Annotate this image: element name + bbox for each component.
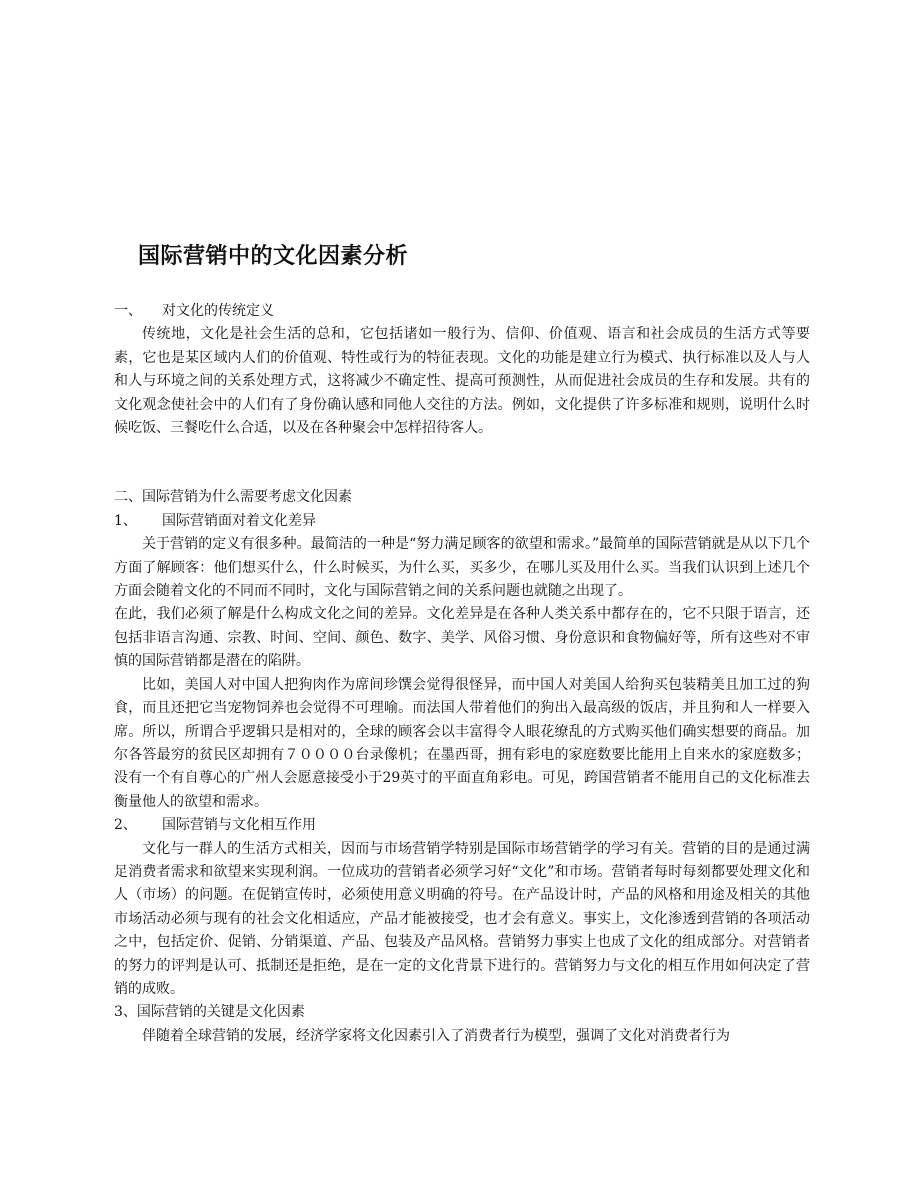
- subsection-1-heading: [114, 510, 810, 533]
- section-1-heading: [114, 300, 810, 323]
- subsection-1-paragraph-3: 比如，美国人对中国人把狗肉作为席间珍馔会觉得很怪异，而中国人对美国人给狗买包装精美且加工过的狗食，而且还把它当宠物饲养也会觉得不可理喻。而法国人带着他们的狗出入最高级的饭店，并且狗和人一样要入席。所以，所谓合乎逻辑只是相对的，全球的顾客会以丰富得令人眼花缭乱的方式购买他们确实想要的商品。加尔各答最穷的贫民区却拥有７００００台录像机；在墨西哥，拥有彩电的家庭数要比能用上自来水的家庭数多；没有一个有自尊心的广州人会愿意接受小于29英寸的平面直角彩电。可见，跨国营销者不能用自己的文化标准去衡量他人的欲望和需求。: [114, 676, 810, 810]
- subsection-1-number: 1、: [114, 512, 137, 529]
- section-2-heading: 二、国际营销为什么需要考虑文化因素: [114, 489, 352, 506]
- section-1-paragraph-1: 传统地，文化是社会生活的总和，它包括诸如一般行为、信仰、价值观、语言和社会成员的生活方式等要素，它也是某区域内人们的价值观、特性或行为的特征表现。文化的功能是建立行为模式、执行标准以及人与人和人与环境之间的关系处理方式，这将减少不确定性、提高可预测性，从而促进社会成员的生存和发展。共有的文化观念使社会中的人们有了身份确认感和同他人交往的方法。例如，文化提供了许多标准和规则，说明什么时候吃饭、三餐吃什么合适，以及在各种聚会中怎样招待客人。: [114, 326, 810, 437]
- document-title: 国际营销中的文化因素分析: [138, 244, 409, 269]
- section-1-title: 对文化的传统定义: [162, 303, 274, 319]
- subsection-2-title: 国际营销与文化相互作用: [162, 817, 316, 834]
- subsection-2-heading: [114, 814, 810, 837]
- section-1-number: 一、: [114, 303, 142, 319]
- subsection-3-heading: 3、国际营销的关键是文化因素: [114, 1004, 305, 1021]
- subsection-1-title: 国际营销面对着文化差异: [162, 512, 316, 529]
- subsection-2-number: 2、: [114, 817, 137, 834]
- subsection-1-paragraph-2: 在此，我们必须了解是什么构成文化之间的差异。文化差异是在各种人类关系中都存在的，它不只限于语言，还包括非语言沟通、宗教、时间、空间、颜色、数字、美学、风俗习惯、身份意识和食物偏好等，所有这些对不审慎的国际营销都是潜在的陷阱。: [114, 606, 810, 670]
- subsection-1-paragraph-1: 关于营销的定义有很多种。最简洁的一种是“努力满足顾客的欲望和需求。”最简单的国际营销就是从以下几个方面了解顾客：他们想买什么，什么时候买，为什么买，买多少，在哪儿买及用什么买。当我们认识到上述几个方面会随着文化的不同而不同时，文化与国际营销之间的关系问题也就随之出现了。: [114, 536, 810, 600]
- subsection-2-paragraph-1: 文化与一群人的生活方式相关，因而与市场营销学特别是国际市场营销学的学习有关。营销的目的是通过满足消费者需求和欲望来实现利润。一位成功的营销者必须学习好“文化”和市场。营销者每时每刻都要处理文化和人（市场）的问题。在促销宣传时，必须使用意义明确的符号。在产品设计时，产品的风格和用途及相关的其他市场活动必须与现有的社会文化相适应，产品才能被接受，也才会有意义。事实上，文化渗透到营销的各项活动之中，包括定价、促销、分销渠道、产品、包装及产品风格。营销努力事实上也成了文化的组成部分。对营销者的努力的评判是认可、抵制还是拒绝，是在一定的文化背景下进行的。营销努力与文化的相互作用如何决定了营销的成败。: [114, 840, 810, 997]
- document-page: [114, 238, 810, 1048]
- subsection-3-paragraph-1: 伴随着全球营销的发展，经济学家将文化因素引入了消费者行为模型，强调了文化对消费者行为: [142, 1027, 730, 1044]
